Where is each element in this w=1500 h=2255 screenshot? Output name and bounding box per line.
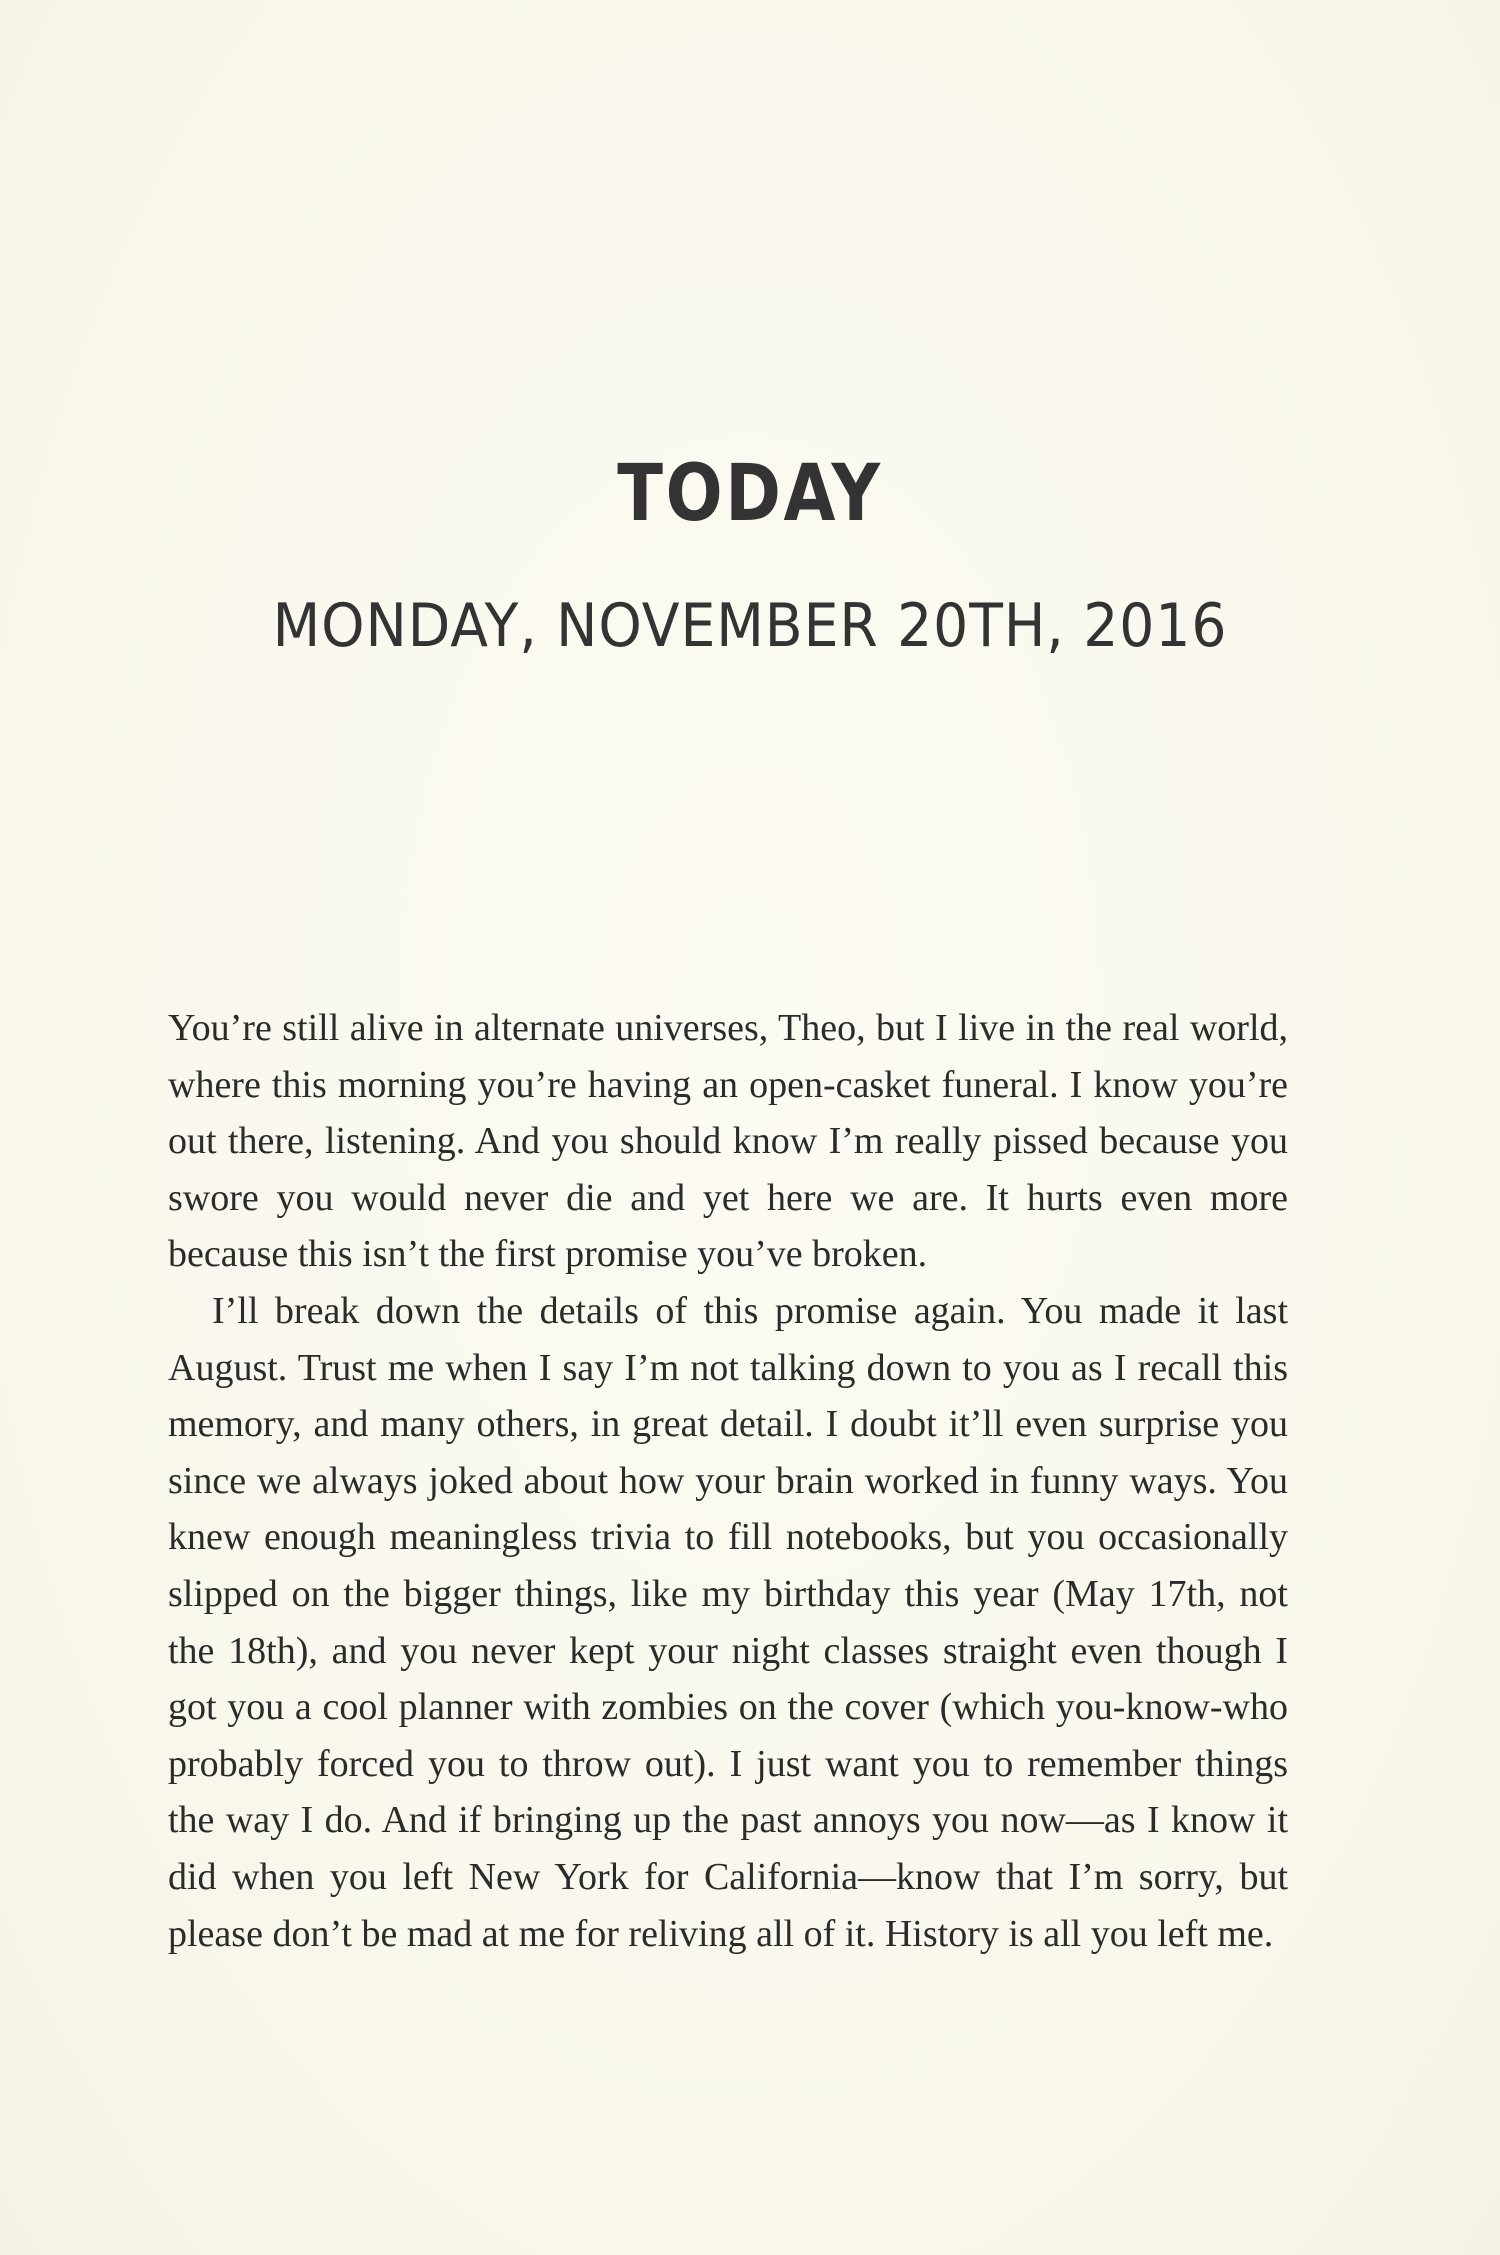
chapter-date: MONDAY, NOVEMBER 20TH, 2016 <box>272 591 1228 661</box>
paragraph: You’re still alive in alternate universes, Theo, but I live in the real world, where this morning you’re having an open-casket funeral. I know you’re out there, listening. And you should know I’m really pissed because you swore you would never die and yet here we are. It hurts even more because this isn’t the first promise you’ve broken. <box>168 1007 1288 1276</box>
body-text <box>168 1000 1288 1962</box>
chapter-title: TODAY <box>617 449 883 539</box>
paragraph: I’ll break down the details of this promise again. You made it last August. Trust me when I say I’m not talking down to you as I recall this memory, and many others, in great detail. I doubt it’ll even surprise you since we always joked about how your brain worked in funny ways. You knew enough meaningless trivia to fill notebooks, but you occasionally slipped on the bigger things, like my birthday this year (May 17th, not the 18th), and you never kept your night classes straight even though I got you a cool planner with zombies on the cover (which you-know-who probably forced you to throw out). I just want you to remember things the way I do. And if bringing up the past annoys you now—as I know it did when you left New York for California—know that I’m sorry, but please don’t be mad at me for reliving all of it. History is all you left me. <box>168 1289 1288 1955</box>
